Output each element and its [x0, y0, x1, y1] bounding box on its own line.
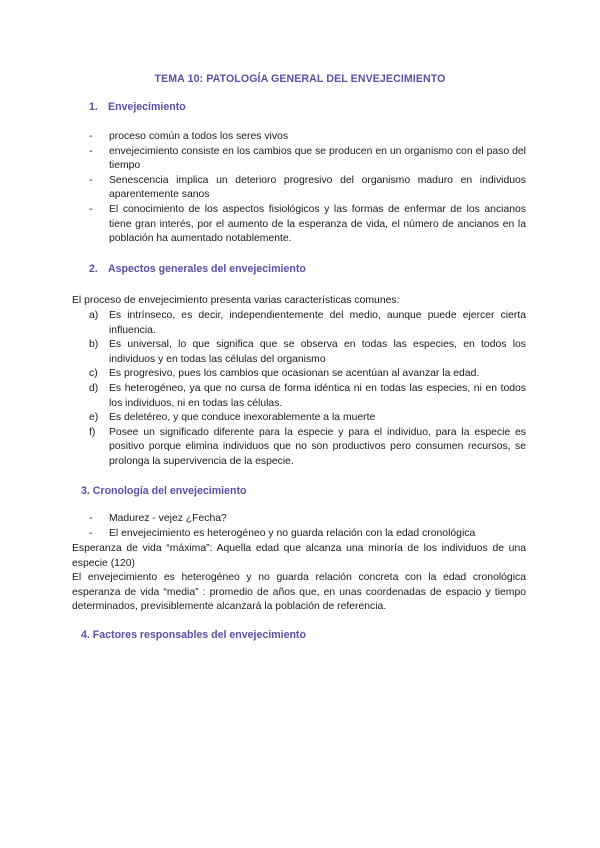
- dash-marker: -: [89, 145, 93, 157]
- dash-marker: -: [89, 527, 93, 539]
- section-4-title: Factores responsables del envejecimiento: [92, 629, 306, 641]
- section-1-heading: [89, 101, 186, 113]
- section-3-number: 3.: [81, 485, 90, 497]
- list-item-text: Es deletéreo, y que conduce inexorablemente a la muerte: [109, 412, 376, 424]
- dash-marker: -: [89, 131, 93, 142]
- item-marker: f): [89, 426, 96, 438]
- dash-marker: -: [89, 174, 93, 186]
- section-2-list: [89, 309, 526, 470]
- list-item-text: El conocimiento de los aspectos fisiológicos y las formas de enfermar de los ancianos tiene gran interés, por el aumento de la esperanza de vida, el número de ancianos en la población ha aumentado notablemente.: [109, 203, 526, 245]
- item-marker: e): [89, 412, 99, 424]
- section-3-heading: [81, 485, 246, 497]
- list-item: [89, 203, 526, 247]
- section-3-list: [89, 512, 526, 541]
- list-item: [89, 309, 526, 338]
- list-item-text: Posee un significado diferente para la especie y para el individuo, para la especie es positivo porque elimina individuos que no son productivos pero consumen recursos, se prolonga la supervivencia de la especie.: [109, 426, 526, 467]
- section-3-paragraphs: [72, 542, 526, 615]
- section-2-intro: El proceso de envejecimiento presenta varias características comunes:: [72, 295, 400, 306]
- paragraph: Esperanza de vida “máxima”: Aquella edad que alcanza una minoría de los individuos de una especie (120): [72, 543, 526, 569]
- list-item-text: Es intrínseco, es decir, independientemente del medio, aunque puede ejercer cierta influencia.: [109, 310, 526, 336]
- list-item: [89, 426, 526, 470]
- item-marker: d): [89, 382, 99, 394]
- list-item: [89, 130, 526, 145]
- section-2-heading: [89, 263, 306, 275]
- dash-marker: -: [89, 203, 93, 215]
- section-1-number: 1.: [89, 101, 98, 113]
- list-item-text: Senescencia implica un deterioro progresivo del organismo maduro en individuos aparentemente sanos: [109, 174, 526, 201]
- section-2-number: 2.: [89, 263, 98, 275]
- list-item-text: Madurez - vejez ¿Fecha?: [109, 513, 227, 524]
- section-1-list: [89, 130, 526, 247]
- list-item: [89, 338, 526, 367]
- section-4-heading: [81, 629, 306, 641]
- item-marker: c): [89, 368, 98, 380]
- list-item-text: El envejecimiento es heterogéneo y no guarda relación con la edad cronológica: [109, 527, 476, 539]
- list-item-text: Es heterogéneo, ya que no cursa de forma idéntica ni en todas las especies, ni en todos los individuos, ni en todas las células.: [109, 382, 526, 409]
- list-item: [89, 367, 526, 382]
- list-item: [89, 145, 526, 174]
- paragraph: El envejecimiento es heterogéneo y no guarda relación concreta con la edad cronológica esperanza de vida “media” : promedio de años que, en unas coordenadas de espacio y tiempo determinados, previsiblemente alcanzará la población de referencia.: [72, 572, 526, 613]
- list-item: [89, 411, 526, 426]
- section-2-title: Aspectos generales del envejecimiento: [108, 263, 306, 275]
- list-item-text: proceso común a todos los seres vivos: [109, 131, 289, 142]
- document-title: TEMA 10: PATOLOGÍA GENERAL DEL ENVEJECIMIENTO: [154, 73, 446, 85]
- dash-marker: -: [89, 513, 93, 524]
- item-marker: b): [89, 339, 99, 351]
- list-item: [89, 512, 526, 527]
- list-item: [89, 174, 526, 203]
- section-4-number: 4.: [81, 629, 90, 641]
- list-item-text: envejecimiento consiste en los cambios que se producen en un organismo con el paso del tiempo: [109, 145, 526, 172]
- item-marker: a): [89, 310, 99, 321]
- list-item-text: Es universal, lo que significa que se observa en todas las especies, en todos los individuos y en todas las células del organismo: [109, 339, 526, 365]
- section-1-title: Envejecimiento: [108, 101, 186, 113]
- list-item: [89, 527, 526, 542]
- section-3-title: Cronología del envejecimiento: [92, 485, 247, 497]
- list-item-text: Es progresivo, pues los cambios que ocasionan se acentúan al avanzar la edad.: [109, 368, 480, 380]
- list-item: [89, 382, 526, 411]
